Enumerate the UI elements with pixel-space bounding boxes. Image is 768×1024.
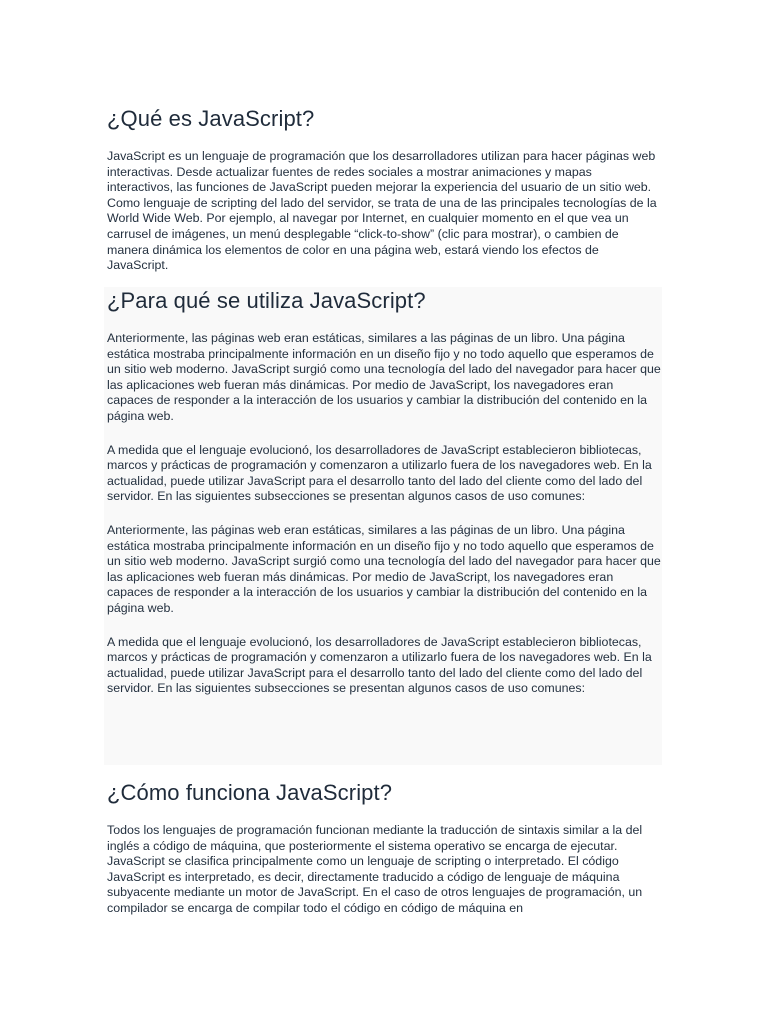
section-como-funciona [107,778,661,917]
paragraph: Anteriormente, las páginas web eran estáticas, similares a las páginas de un libro. Una página estática mostraba principalmente información en un diseño fijo y no todo aquello que esperamos de un sitio web moderno. JavaScript surgió como una tecnología del lado del navegador para hacer que las aplicaciones web fueran más dinámicas. Por medio de JavaScript, los navegadores eran capaces de responder a la interacción de los usuarios y cambiar la distribución del contenido en la página web. [107,331,661,423]
section-heading: ¿Cómo funciona JavaScript? [107,780,393,805]
paragraph: Anteriormente, las páginas web eran estáticas, similares a las páginas de un libro. Una página estática mostraba principalmente información en un diseño fijo y no todo aquello que esperamos de un sitio web moderno. JavaScript surgió como una tecnología del lado del navegador para hacer que las aplicaciones web fueran más dinámicas. Por medio de JavaScript, los navegadores eran capaces de responder a la interacción de los usuarios y cambiar la distribución del contenido en la página web. [107,522,661,615]
paragraph: A medida que el lenguaje evolucionó, los desarrolladores de JavaScript establecieron bibliotecas, marcos y prácticas de programación y comenzaron a utilizarlo fuera de los navegadores web. En la actualidad, puede utilizar JavaScript para el desarrollo tanto del lado del cliente como del lado del servidor. En las siguientes subsecciones se presentan algunos casos de uso comunes: [107,634,652,696]
paragraph: Todos los lenguajes de programación funcionan mediante la traducción de sintaxis similar a la del inglés a código de máquina, que posteriormente el sistema operativo se encarga de ejecutar. JavaScript se clasifica principalmente como un lenguaje de scripting o interpretado. El código JavaScript es interpretado, es decir, directamente traducido a código de lenguaje de máquina subyacente mediante un motor de JavaScript. En el caso de otros lenguajes de programación, un compilador se encarga de compilar todo el código en código de máquina en [107,823,643,915]
section-heading: ¿Qué es JavaScript? [107,106,315,131]
paragraph: A medida que el lenguaje evolucionó, los desarrolladores de JavaScript establecieron bibliotecas, marcos y prácticas de programación y comenzaron a utilizarlo fuera de los navegadores web. En la actualidad, puede utilizar JavaScript para el desarrollo tanto del lado del cliente como del lado del servidor. En las siguientes subsecciones se presentan algunos casos de uso comunes: [107,442,652,504]
section-heading: ¿Para qué se utiliza JavaScript? [107,288,426,313]
paragraph: JavaScript es un lenguaje de programación que los desarrolladores utilizan para hacer páginas web interactivas. Desde actualizar fuentes de redes sociales a mostrar animaciones y mapas interactivos, las funciones de JavaScript pueden mejorar la experiencia del usuario de un sitio web. Como lenguaje de scripting del lado del servidor, se trata de una de las principales tecnologías de la World Wide Web. Por ejemplo, al navegar por Internet, en cualquier momento en el que vea un carrusel de imágenes, un menú desplegable “click-to-show” (clic para mostrar), o cambien de manera dinámica los elementos de color en una página web, estará viendo los efectos de JavaScript. [107,149,657,273]
section-que-es-javascript [107,104,661,274]
section-para-que-se-utiliza [107,286,661,697]
